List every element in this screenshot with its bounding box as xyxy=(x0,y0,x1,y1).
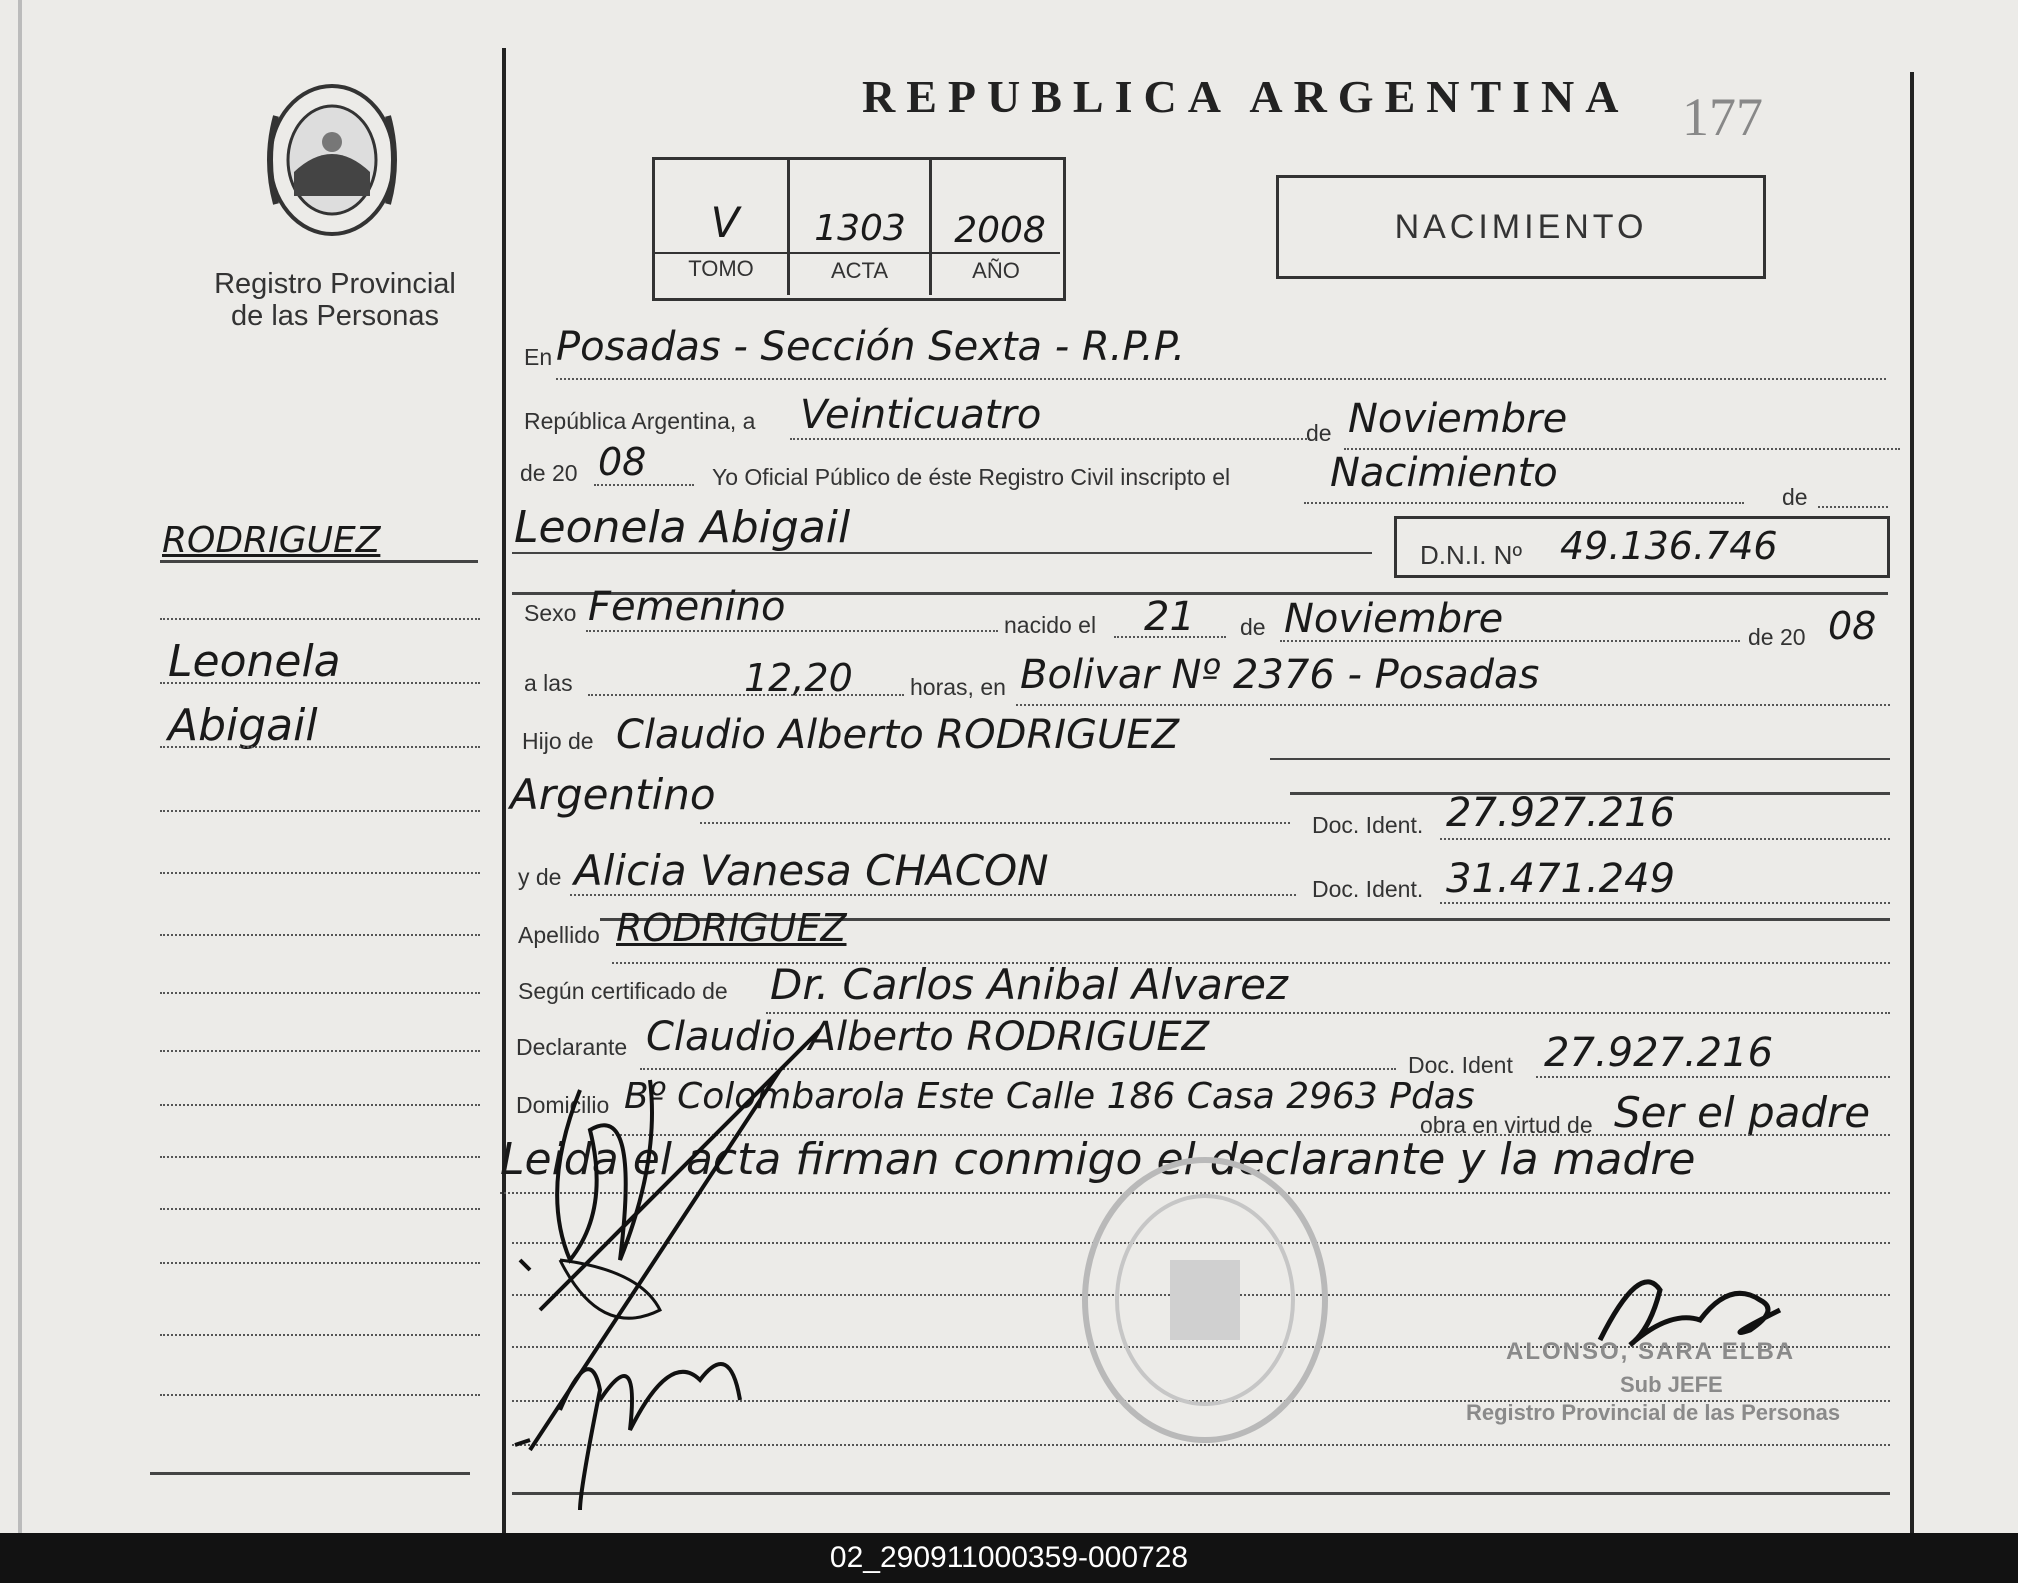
page-number: 177 xyxy=(1682,87,1763,147)
sidebar-rule-6 xyxy=(160,934,480,936)
acta-value: 1303 xyxy=(814,208,906,249)
province-seal-icon xyxy=(258,76,406,244)
official-stamp-name: ALONSO, SARA ELBA xyxy=(1506,1338,1796,1365)
en-label: En xyxy=(524,344,553,370)
mother-doc-value: 31.471.249 xyxy=(1446,856,1676,902)
year-rule xyxy=(594,484,694,486)
sidebar-rule-10 xyxy=(160,1156,480,1158)
republica-label: República Argentina, a xyxy=(524,408,756,434)
doc-ident-label-3: Doc. Ident xyxy=(1408,1052,1513,1078)
sidebar-rule-12 xyxy=(160,1262,480,1264)
declarante-doc-value: 27.927.216 xyxy=(1544,1030,1774,1076)
doc-ident-label-1: Doc. Ident. xyxy=(1312,812,1424,838)
de-label-2: de xyxy=(1782,484,1808,510)
right-border-line xyxy=(1910,72,1914,1533)
apellido-label: Apellido xyxy=(518,922,600,948)
sexo-label: Sexo xyxy=(524,600,577,626)
left-border-line xyxy=(18,0,22,1533)
declarante-doc-rule xyxy=(1536,1076,1890,1078)
sidebar-middle-name: Abigail xyxy=(168,700,318,751)
sidebar-surname: RODRIGUEZ xyxy=(162,520,381,561)
sidebar-rule-9 xyxy=(160,1104,480,1106)
birth-month-value: Noviembre xyxy=(1284,596,1504,642)
sexo-rule xyxy=(586,630,998,632)
hijo-label: Hijo de xyxy=(522,728,594,754)
de-label-2-rule xyxy=(1818,506,1888,508)
mother-name-rule xyxy=(570,894,1296,896)
sidebar-rule-4 xyxy=(160,810,480,812)
doc-ident-label-2: Doc. Ident. xyxy=(1312,876,1424,902)
apellido-value: RODRIGUEZ xyxy=(616,906,847,950)
inscripto-rule xyxy=(1304,502,1744,504)
de-label-1: de xyxy=(1306,420,1332,446)
inscripto-value: Nacimiento xyxy=(1330,450,1558,496)
tomo-label: TOMO xyxy=(688,256,754,281)
signature-scribbles-icon xyxy=(500,1010,880,1520)
registry-name-line2: de las Personas xyxy=(231,300,439,332)
place-rule xyxy=(1016,704,1890,706)
child-name-rule xyxy=(512,552,1372,554)
nationality-dotrule xyxy=(700,822,1290,824)
birth-month-rule xyxy=(1280,640,1740,642)
record-box-label-line xyxy=(655,252,1060,254)
year-suffix-value: 08 xyxy=(598,440,647,484)
yde-label: y de xyxy=(518,864,562,890)
birth-day-rule xyxy=(1114,636,1226,638)
ano-label: AÑO xyxy=(972,258,1020,283)
ano-value: 2008 xyxy=(954,210,1046,251)
sidebar-rule-0 xyxy=(160,560,478,563)
domicilio-label: Domicilio xyxy=(516,1092,610,1118)
sidebar-rule-bottom xyxy=(150,1472,470,1475)
child-name-value: Leonela Abigail xyxy=(514,502,851,553)
sexo-value: Femenino xyxy=(588,584,786,630)
official-stamp-org: Registro Provincial de las Personas xyxy=(1466,1400,1841,1425)
domicilio-value: Bº Colombarola Este Calle 186 Casa 2963 Pdas xyxy=(624,1076,1475,1117)
alas-label: a las xyxy=(524,670,573,696)
de20-label: de 20 xyxy=(1748,624,1806,650)
sidebar-rule-1 xyxy=(160,618,480,620)
en-value: Posadas - Sección Sexta - R.P.P. xyxy=(556,324,1186,370)
registry-name-line1: Registro Provincial xyxy=(214,268,456,300)
mother-doc-rule xyxy=(1440,902,1890,904)
document-code: 02_290911000359-000728 xyxy=(829,1541,1189,1574)
record-type-label: NACIMIENTO xyxy=(1394,207,1648,246)
father-name-value: Claudio Alberto RODRIGUEZ xyxy=(616,712,1180,758)
day-words-value: Veinticuatro xyxy=(800,392,1042,438)
year-prefix-label: de 20 xyxy=(520,460,578,486)
month-value: Noviembre xyxy=(1348,396,1568,442)
country-title: REPUBLICA ARGENTINA xyxy=(862,71,1630,122)
father-doc-rule xyxy=(1440,838,1890,840)
segun-label: Según certificado de xyxy=(518,978,728,1004)
declarante-value: Claudio Alberto RODRIGUEZ xyxy=(646,1014,1210,1060)
birth-day-value: 21 xyxy=(1144,594,1195,640)
father-name-rule xyxy=(1270,758,1890,760)
sidebar-rule-8 xyxy=(160,1050,480,1052)
nacido-label: nacido el xyxy=(1004,612,1097,638)
sidebar-rule-2 xyxy=(160,682,480,684)
sidebar-rule-3 xyxy=(160,746,480,748)
sidebar-first-name: Leonela xyxy=(168,636,341,687)
sidebar-rule-7 xyxy=(160,992,480,994)
document-code-bar xyxy=(0,1533,2018,1583)
official-stamp-role: Sub JEFE xyxy=(1620,1372,1723,1397)
declarante-label: Declarante xyxy=(516,1034,628,1060)
sidebar-rule-13 xyxy=(160,1334,480,1336)
mother-name-value: Alicia Vanesa CHACON xyxy=(574,846,1049,895)
hour-rule xyxy=(588,694,904,696)
closing-text: Leida el acta firman conmigo el declarante y la madre xyxy=(500,1134,1696,1185)
father-doc-value: 27.927.216 xyxy=(1446,790,1676,836)
sidebar-rule-11 xyxy=(160,1208,480,1210)
hour-value: 12,20 xyxy=(744,656,853,700)
sidebar-rule-5 xyxy=(160,872,480,874)
dni-value: 49.136.746 xyxy=(1560,524,1778,568)
doctor-value: Dr. Carlos Anibal Alvarez xyxy=(770,960,1288,1009)
day-words-rule xyxy=(790,438,1310,440)
record-type-box xyxy=(1276,175,1766,279)
registry-stamp-icon xyxy=(1070,1150,1340,1450)
horas-label: horas, en xyxy=(910,674,1006,700)
obra-value: Ser el padre xyxy=(1614,1088,1871,1137)
birth-year-value: 08 xyxy=(1828,604,1877,648)
sidebar-rule-14 xyxy=(160,1394,480,1396)
dni-label: D.N.I. Nº xyxy=(1420,540,1522,570)
en-rule xyxy=(556,378,1886,380)
obra-label: obra en virtud de xyxy=(1420,1112,1593,1138)
de-label-3: de xyxy=(1240,614,1266,640)
acta-label: ACTA xyxy=(830,258,889,283)
oficial-label: Yo Oficial Público de éste Registro Civil inscripto el xyxy=(712,464,1231,490)
tomo-value: V xyxy=(710,198,740,247)
place-value: Bolivar Nº 2376 - Posadas xyxy=(1020,652,1540,698)
father-nationality-value: Argentino xyxy=(510,770,716,819)
